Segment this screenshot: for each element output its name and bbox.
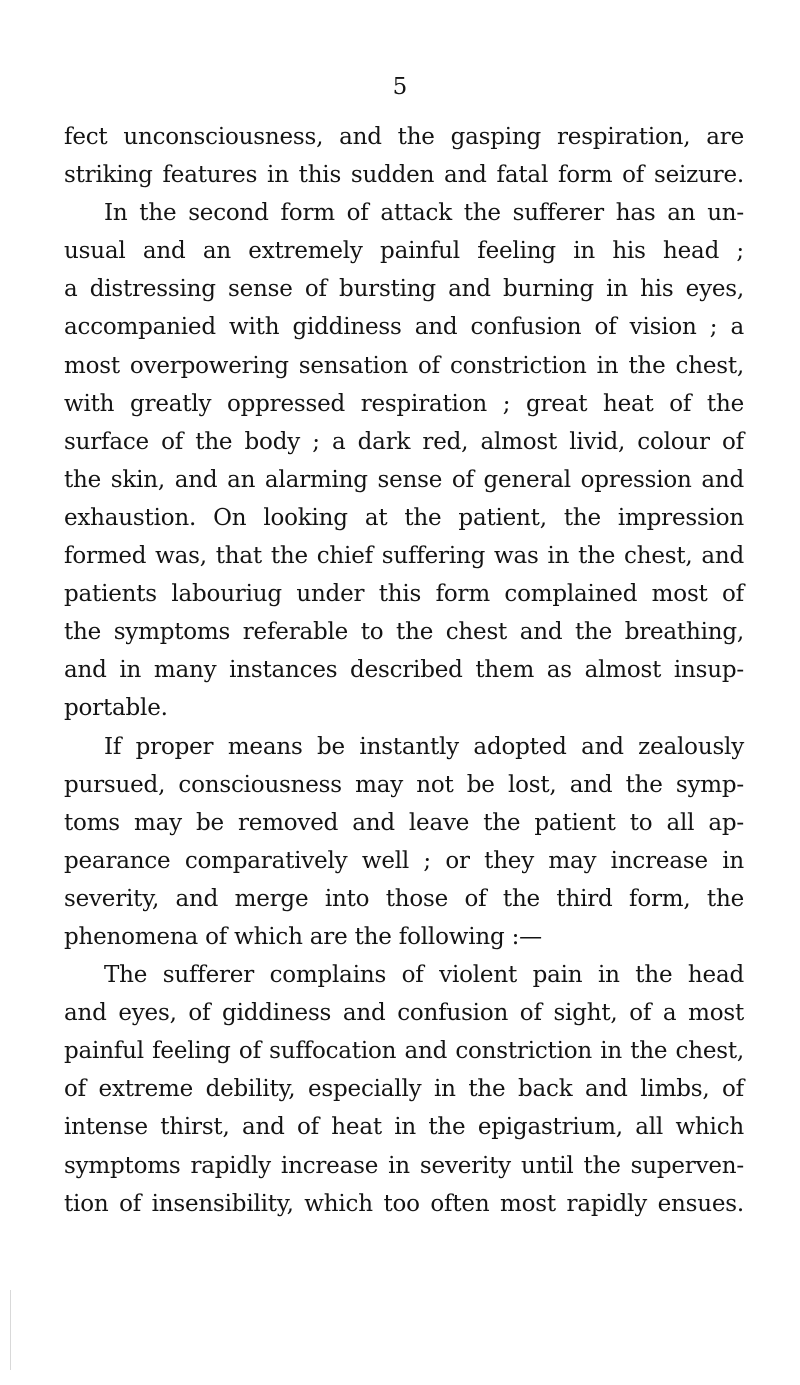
page-number: 5 [392,74,408,100]
text-line: portable. [64,695,168,722]
text-line: painful feeling of suffocation and constriction in the chest, [64,1038,744,1065]
text-line: pearance comparatively well ; or they may increase in [64,847,744,874]
text-line: fect unconsciousness, and the gasping respiration, are [64,124,744,150]
text-line: usual and an extremely painful feeling in his head ; [64,238,744,265]
text-line: of extreme debility, especially in the back and limbs, of [64,1076,744,1103]
text-line: phenomena of which are the following :— [64,923,542,950]
text-line: the symptoms referable to the chest and the breathing, [64,619,744,646]
text-line: with greatly oppressed respiration ; great heat of the [64,390,744,417]
text-line: tion of insensibility, which too often most rapidly ensues. [64,1190,744,1217]
text-line: patients labouriug under this form complained most of [64,581,744,608]
text-line: and eyes, of giddiness and confusion of sight, of a most [64,1000,744,1027]
text-line: The sufferer complains of violent pain in the head [104,962,744,989]
text-line: the skin, and an alarming sense of general opression and [64,466,744,493]
text-line: intense thirst, and of heat in the epigastrium, all which [64,1114,744,1141]
text-line: a distressing sense of bursting and burning in his eyes, [64,276,744,303]
text-line: pursued, consciousness may not be lost, and the symp- [64,771,744,798]
text-line: striking features in this sudden and fatal form of seizure. [64,162,744,189]
text-line: severity, and merge into those of the third form, the [64,885,744,912]
body-text [64,118,744,1223]
text-line: surface of the body ; a dark red, almost livid, colour of [64,428,744,455]
page-edge-mark [10,1290,11,1370]
text-line: exhaustion. On looking at the patient, the impression [64,504,744,531]
text-line: toms may be removed and leave the patient to all ap- [64,809,744,836]
text-line: If proper means be instantly adopted and zealously [104,733,744,760]
text-line: In the second form of attack the sufferer has an un- [104,200,744,227]
text-line: and in many instances described them as almost insup- [64,657,744,684]
text-line: symptoms rapidly increase in severity until the superven- [64,1152,744,1179]
text-line: most overpowering sensation of constriction in the chest, [64,352,744,379]
text-line: formed was, that the chief suffering was in the chest, and [64,543,744,570]
text-line: accompanied with giddiness and confusion of vision ; a [64,314,744,341]
